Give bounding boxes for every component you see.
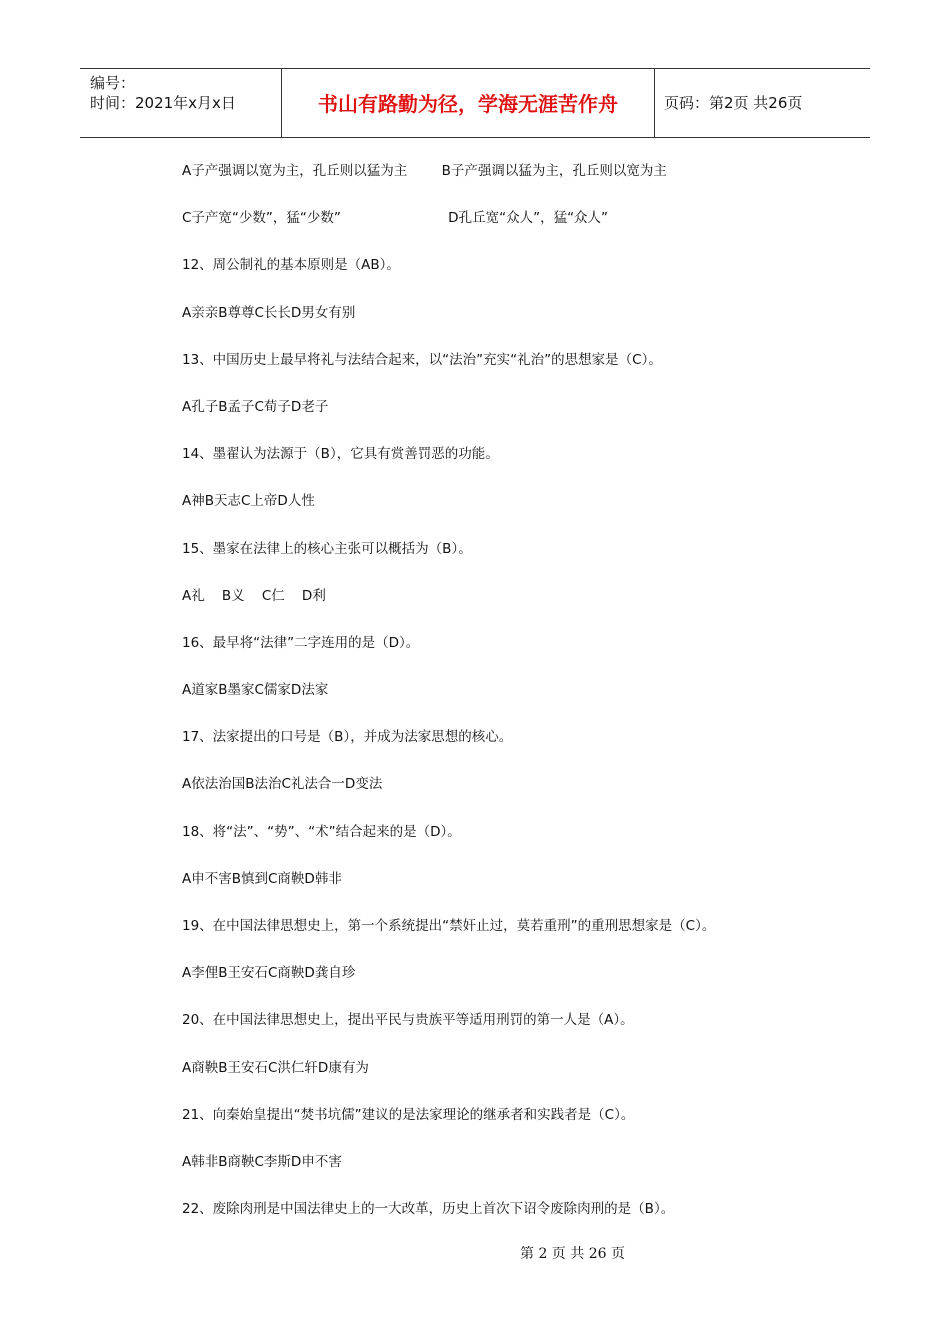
question-text: 12、周公制礼的基本原则是（AB）。	[182, 257, 400, 274]
answer-options-line: C子产宽“少数”，猛“少数” D孔丘宽“众人”，猛“众人”	[182, 210, 609, 227]
answer-options-line: A礼 B义 C仁 D利	[182, 587, 326, 604]
question-text: 15、墨家在法律上的核心主张可以概括为（B）。	[182, 540, 472, 557]
question-text: 14、墨翟认为法源于（B），它具有赏善罚恶的功能。	[182, 446, 499, 463]
question-text: 18、将“法”、“势”、“术”结合起来的是（D）。	[182, 823, 461, 840]
answer-options-line: A亲亲B尊尊C长长D男女有别	[182, 304, 356, 321]
header-divider	[654, 69, 655, 137]
document-date-label: 时间：2021年x月x日	[90, 94, 236, 112]
question-text: 21、向秦始皇提出“焚书坑儒”建议的是法家理论的继承者和实践者是（C）。	[182, 1106, 635, 1123]
answer-options-line: A申不害B慎到C商鞅D韩非	[182, 870, 342, 887]
answer-options-line: A依法治国B法治C礼法合一D变法	[182, 776, 383, 793]
question-text: 16、最早将“法律”二字连用的是（D）。	[182, 634, 420, 651]
answer-options-line: A商鞅B王安石C洪仁轩D康有为	[182, 1059, 369, 1076]
header-meta	[90, 73, 236, 113]
answer-options-line: A道家B墨家C儒家D法家	[182, 682, 329, 699]
question-text: 13、中国历史上最早将礼与法结合起来，以“法治”充实“礼治”的思想家是（C）。	[182, 351, 662, 368]
question-list	[182, 158, 872, 1243]
answer-options-line: A神B天志C上帝D人性	[182, 493, 315, 510]
question-text: 19、在中国法律思想史上，第一个系统提出“禁奸止过，莫若重刑”的重刑思想家是（C）。	[182, 918, 716, 934]
header-page-number: 页码：第2页 共26页	[664, 94, 803, 112]
answer-options-line: A李俚B王安石C商鞅D龚自珍	[182, 965, 356, 982]
answer-options-line: A韩非B商鞅C李斯D申不害	[182, 1153, 342, 1170]
document-number-label: 编号：	[90, 74, 136, 92]
page-header	[80, 68, 870, 138]
answer-options-line: A孔子B孟子C荀子D老子	[182, 398, 329, 415]
answer-options-line: A子产强调以宽为主，孔丘则以猛为主 B子产强调以猛为主，孔丘则以宽为主	[182, 163, 667, 179]
page-footer: 第 2 页 共 26 页	[520, 1246, 625, 1262]
header-motto: 书山有路勤为径，学海无涯苦作舟	[318, 92, 618, 116]
question-text: 17、法家提出的口号是（B），并成为法家思想的核心。	[182, 729, 513, 746]
question-text: 20、在中国法律思想史上，提出平民与贵族平等适用刑罚的第一人是（A）。	[182, 1012, 634, 1029]
question-text: 22、废除肉刑是中国法律史上的一大改革，历史上首次下诏令废除肉刑的是（B）。	[182, 1201, 675, 1218]
